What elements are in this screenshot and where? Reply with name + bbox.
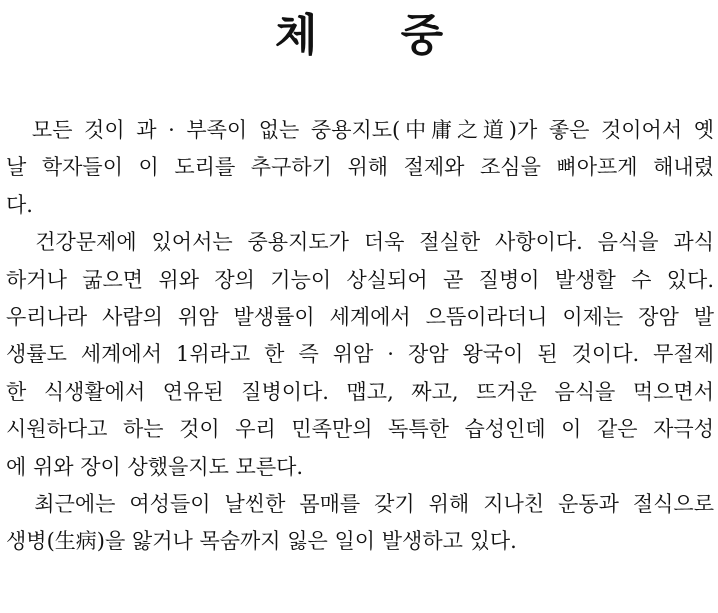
- text-line: 에 위와 장이 상했을지도 모른다.: [6, 454, 304, 479]
- text-line: 날 학자들이 이 도리를 추구하기 위해 절제와 조심을 뼈아프게 해내렸: [6, 155, 714, 180]
- text-line: 생률도 세계에서 1위라고 한 즉 위암 · 장암 왕국이 된 것이다. 무절제: [6, 342, 714, 367]
- text-line: 최근에는 여성들이 날씬한 몸매를 갖기 위해 지나친 운동과 절식으로: [6, 492, 714, 517]
- body-text: [6, 112, 714, 561]
- text-line: 우리나라 사람의 위암 발생률이 세계에서 으뜸이라더니 이제는 장암 발: [6, 305, 714, 330]
- page-title: 체 중: [274, 10, 478, 61]
- text-line: 모든 것이 과 · 부족이 없는 중용지도(中庸之道)가 좋은 것이어서 옛: [6, 118, 714, 142]
- text-line: 다.: [6, 192, 33, 217]
- text-line: 시원하다고 하는 것이 우리 민족만의 독특한 습성인데 이 같은 자극성: [6, 417, 714, 442]
- text-line: 생병(生病)을 앓거나 목숨까지 잃은 일이 발생하고 있다.: [6, 529, 517, 554]
- text-line: 한 식생활에서 연유된 질병이다. 맵고, 짜고, 뜨거운 음식을 먹으면서: [6, 379, 714, 404]
- text-line: 건강문제에 있어서는 중용지도가 더욱 절실한 사항이다. 음식을 과식: [6, 230, 714, 255]
- text-line: 하거나 굶으면 위와 장의 기능이 상실되어 곧 질병이 발생할 수 있다.: [6, 267, 714, 292]
